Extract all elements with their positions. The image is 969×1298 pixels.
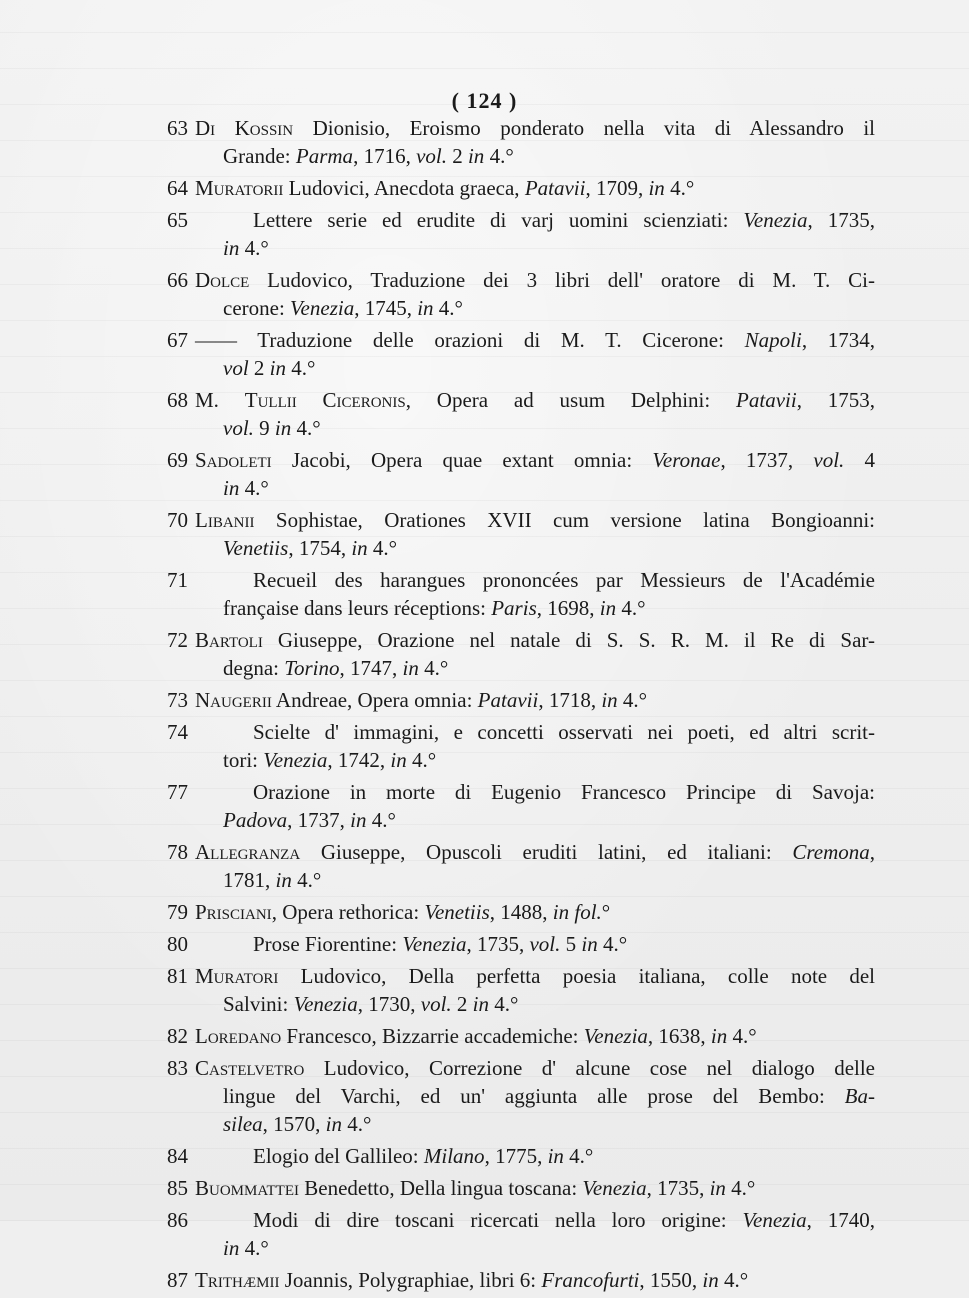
entry-text: , 1570, bbox=[262, 1112, 326, 1136]
author-name: Naugerii bbox=[195, 688, 272, 712]
entry-line bbox=[195, 326, 875, 354]
entry-line bbox=[195, 414, 875, 442]
entry-text: , 1735, bbox=[466, 932, 530, 956]
entry-line bbox=[195, 746, 875, 774]
entry-text: 4.° bbox=[291, 868, 322, 892]
author-name: Sadoleti bbox=[195, 448, 272, 472]
entry-line bbox=[195, 206, 875, 234]
italic-text: Venezia bbox=[293, 992, 358, 1016]
entry-line bbox=[195, 778, 875, 806]
catalogue-entry bbox=[167, 266, 875, 322]
author-name: Muratorii bbox=[195, 176, 284, 200]
author-name: Trithæmii bbox=[195, 1268, 280, 1292]
entry-text: , 1716, bbox=[353, 144, 417, 168]
entry-text: Lettere serie ed erudite di varj uomini scienziati: bbox=[253, 208, 744, 232]
entry-text: 4.° bbox=[342, 1112, 372, 1136]
entry-number: 84 bbox=[167, 1144, 188, 1168]
entry-line bbox=[195, 718, 875, 746]
entry-text: 4.° bbox=[484, 144, 514, 168]
italic-text: vol. bbox=[416, 144, 447, 168]
entry-number: 64 bbox=[167, 176, 188, 200]
entry-text: , 1698, bbox=[536, 596, 600, 620]
entry-line bbox=[195, 234, 875, 262]
entry-line bbox=[195, 1082, 875, 1110]
catalogue-entry bbox=[167, 1266, 875, 1294]
entry-text: 4.° bbox=[664, 176, 695, 200]
entry-text: M. bbox=[195, 388, 245, 412]
catalogue-entries bbox=[167, 114, 876, 1298]
entry-line bbox=[195, 1234, 875, 1262]
italic-text: Venezia bbox=[402, 932, 467, 956]
entry-line bbox=[195, 566, 875, 594]
italic-text: in bbox=[269, 356, 286, 380]
catalogue-entry bbox=[167, 326, 875, 382]
catalogue-entry bbox=[167, 718, 875, 774]
catalogue-entry bbox=[167, 686, 875, 714]
entry-text: 4.° bbox=[366, 808, 396, 832]
entry-text: , 1747, bbox=[339, 656, 403, 680]
entry-text: Jacobi, Opera quae extant omnia: bbox=[271, 448, 653, 472]
entry-text: Recueil des harangues prononcées par Messieurs de l'Académie bbox=[253, 568, 875, 592]
italic-text: Patavii bbox=[477, 688, 539, 712]
entry-number: 71 bbox=[167, 568, 188, 592]
entry-number: 78 bbox=[167, 840, 188, 864]
italic-text: Patavii bbox=[736, 388, 797, 412]
entry-text: 4.° bbox=[418, 656, 449, 680]
entry-text: tori: bbox=[223, 748, 264, 772]
entry-line bbox=[195, 594, 875, 622]
entry-text: , 1488, bbox=[489, 900, 553, 924]
entry-text: 9 bbox=[253, 416, 275, 440]
italic-text: vol. bbox=[813, 448, 845, 472]
italic-text: in bbox=[601, 688, 618, 712]
italic-text: Veronae bbox=[652, 448, 721, 472]
italic-text: in bbox=[223, 1236, 240, 1260]
entry-number: 70 bbox=[167, 508, 188, 532]
entry-text: , 1730, bbox=[357, 992, 421, 1016]
catalogue-entry bbox=[167, 446, 876, 502]
catalogue-entry bbox=[167, 1142, 875, 1170]
entry-text: 4.° bbox=[489, 992, 519, 1016]
italic-text: in bbox=[710, 1024, 728, 1048]
entry-text: Andreae, Opera omnia: bbox=[271, 688, 478, 712]
italic-text: Venetiis bbox=[424, 900, 490, 924]
italic-text: in bbox=[402, 656, 419, 680]
italic-text: silea bbox=[223, 1112, 263, 1136]
author-name: Dolce bbox=[195, 268, 250, 292]
entry-text: Salvini: bbox=[223, 992, 294, 1016]
italic-text: in bbox=[351, 536, 368, 560]
catalogue-entry bbox=[167, 114, 875, 170]
entry-text: , 1753, bbox=[796, 388, 876, 412]
entry-line bbox=[195, 114, 875, 142]
italic-text: in fol. bbox=[552, 900, 602, 924]
italic-text: Parma bbox=[295, 144, 354, 168]
entry-line bbox=[195, 354, 875, 382]
entry-number: 68 bbox=[167, 388, 188, 412]
italic-text: Paris bbox=[491, 596, 537, 620]
italic-text: vol bbox=[223, 356, 249, 380]
author-name: Loredano bbox=[195, 1024, 282, 1048]
entry-text: , 1754, bbox=[288, 536, 352, 560]
entry-text: 4.° bbox=[239, 476, 269, 500]
catalogue-entry bbox=[167, 1174, 875, 1202]
entry-text: , 1709, bbox=[585, 176, 649, 200]
italic-text: Francofurti bbox=[541, 1268, 640, 1292]
entry-line bbox=[195, 930, 875, 958]
catalogue-entry bbox=[167, 962, 875, 1018]
entry-text: 4.° bbox=[367, 536, 398, 560]
entry-text: Dionisio, Eroismo ponderato nella vita di Alessandro il bbox=[293, 116, 875, 140]
entry-number: 67 bbox=[167, 328, 188, 352]
italic-text: in bbox=[390, 748, 407, 772]
entry-text: 4.° bbox=[718, 1268, 749, 1292]
catalogue-entry bbox=[167, 930, 875, 958]
entry-text: —— Traduzione delle orazioni di M. T. Cicerone: bbox=[195, 328, 745, 352]
entry-text: Francesco, Bizzarrie accademiche: bbox=[281, 1024, 584, 1048]
entry-text: cerone: bbox=[223, 296, 291, 320]
entry-text: 4.° bbox=[597, 932, 628, 956]
entry-text: , 1735, bbox=[646, 1176, 710, 1200]
entry-number: 83 bbox=[167, 1056, 188, 1080]
italic-text: Venezia bbox=[290, 296, 355, 320]
entry-text: 4.° bbox=[727, 1024, 757, 1048]
catalogue-entry bbox=[167, 1206, 876, 1262]
italic-text: Venezia bbox=[263, 748, 328, 772]
catalogue-entry bbox=[167, 174, 875, 202]
entry-number: 63 bbox=[167, 116, 188, 140]
italic-text: Patavii bbox=[524, 176, 586, 200]
italic-text: in bbox=[223, 476, 240, 500]
entry-line bbox=[195, 506, 875, 534]
author-name: Bartoli bbox=[195, 628, 263, 652]
catalogue-entry bbox=[167, 626, 875, 682]
entry-text: Orazione in morte di Eugenio Francesco Principe di Savoja: bbox=[253, 780, 875, 804]
entry-text: Modi di dire toscani ricercati nella loro origine: bbox=[253, 1208, 743, 1232]
entry-text: 4.° bbox=[291, 416, 321, 440]
entry-text: Ludovici, Anecdota graeca, bbox=[283, 176, 525, 200]
entry-line bbox=[195, 1110, 875, 1138]
italic-text: Cremona bbox=[792, 840, 870, 864]
catalogue-entry bbox=[167, 386, 876, 442]
italic-text: in bbox=[467, 144, 485, 168]
italic-text: in bbox=[275, 868, 292, 892]
entry-text: , 1737, bbox=[720, 448, 814, 472]
entry-number: 69 bbox=[167, 448, 188, 472]
entry-text: 2 bbox=[451, 992, 473, 1016]
entry-line bbox=[195, 1174, 875, 1202]
entry-line bbox=[195, 1142, 875, 1170]
italic-text: in bbox=[472, 992, 489, 1016]
entry-line bbox=[195, 1266, 875, 1294]
entry-line bbox=[195, 446, 875, 474]
italic-text: in bbox=[648, 176, 665, 200]
entry-text: Giuseppe, Orazione nel natale di S. S. R. M. il Re di Sar- bbox=[262, 628, 875, 652]
entry-line bbox=[195, 1054, 875, 1082]
entry-line bbox=[195, 806, 875, 834]
italic-text: Milano bbox=[423, 1144, 485, 1168]
entry-text: lingue del Varchi, ed un' aggiunta alle prose del Bembo: bbox=[223, 1084, 845, 1108]
entry-text: , 1742, bbox=[327, 748, 391, 772]
entry-number: 77 bbox=[167, 780, 188, 804]
italic-text: Ba- bbox=[844, 1084, 875, 1108]
entry-text: 2 bbox=[248, 356, 270, 380]
catalogue-entry bbox=[167, 898, 875, 926]
entry-text: , 1775, bbox=[484, 1144, 548, 1168]
catalogue-entry bbox=[167, 838, 875, 894]
catalogue-entry bbox=[167, 1022, 875, 1050]
entry-number: 85 bbox=[167, 1176, 188, 1200]
italic-text: vol. bbox=[223, 416, 254, 440]
entry-text: française dans leurs réceptions: bbox=[223, 596, 492, 620]
entry-line bbox=[195, 294, 875, 322]
entry-line bbox=[195, 838, 875, 866]
entry-line bbox=[195, 534, 875, 562]
italic-text: in bbox=[599, 596, 617, 620]
entry-number: 66 bbox=[167, 268, 188, 292]
entry-line bbox=[195, 474, 875, 502]
entry-text: degna: bbox=[223, 656, 285, 680]
entry-text: ° bbox=[601, 900, 611, 924]
entry-text: , 1740, bbox=[806, 1208, 876, 1232]
author-name: Allegranza bbox=[195, 840, 301, 864]
entry-text: Giuseppe, Opuscoli eruditi latini, ed italiani: bbox=[300, 840, 793, 864]
italic-text: in bbox=[274, 416, 292, 440]
entry-line bbox=[195, 386, 875, 414]
italic-text: Napoli bbox=[744, 328, 802, 352]
entry-line bbox=[195, 898, 875, 926]
italic-text: Venezia bbox=[743, 208, 808, 232]
entry-text: Scielte d' immagini, e concetti osservati nei poeti, ed altri scrit- bbox=[253, 720, 875, 744]
entry-text: 5 bbox=[560, 932, 582, 956]
entry-text: Sophistae, Orationes XVII cum versione latina Bongioanni: bbox=[254, 508, 875, 532]
entry-line bbox=[195, 962, 875, 990]
entry-text: 1781, bbox=[223, 868, 276, 892]
author-name: Prisciani bbox=[195, 900, 272, 924]
entry-text: Ludovico, Correzione d' alcune cose nel dialogo delle bbox=[304, 1056, 875, 1080]
entry-line bbox=[195, 866, 875, 894]
entry-text: 4.° bbox=[286, 356, 316, 380]
entry-text: Prose Fiorentine: bbox=[253, 932, 403, 956]
author-name: Castelvetro bbox=[195, 1056, 305, 1080]
author-name: Di Kossin bbox=[195, 116, 294, 140]
entry-text: 4.° bbox=[725, 1176, 756, 1200]
author-name: Buommattei bbox=[195, 1176, 299, 1200]
entry-number: 73 bbox=[167, 688, 188, 712]
catalogue-entry bbox=[167, 506, 875, 562]
catalogue-entry bbox=[167, 206, 875, 262]
catalogue-entry bbox=[167, 1054, 875, 1138]
italic-text: Venezia bbox=[583, 1024, 648, 1048]
entry-line bbox=[195, 654, 875, 682]
entry-text: Ludovico, Traduzione dei 3 libri dell' oratore di M. T. Ci- bbox=[249, 268, 875, 292]
entry-text: 4 bbox=[844, 448, 876, 472]
italic-text: in bbox=[223, 236, 240, 260]
entry-line bbox=[195, 266, 875, 294]
entry-text: 4.° bbox=[239, 1236, 269, 1260]
entry-text: , 1735, bbox=[807, 208, 875, 232]
entry-text: , Opera rethorica: bbox=[271, 900, 425, 924]
italic-text: Venezia bbox=[582, 1176, 647, 1200]
entry-text: , 1718, bbox=[538, 688, 602, 712]
entry-text: , 1550, bbox=[639, 1268, 703, 1292]
entry-text: 4.° bbox=[617, 688, 648, 712]
italic-text: in bbox=[702, 1268, 719, 1292]
entry-text: 4.° bbox=[239, 236, 269, 260]
entry-text: , 1734, bbox=[801, 328, 875, 352]
entry-number: 86 bbox=[167, 1208, 188, 1232]
entry-number: 72 bbox=[167, 628, 188, 652]
entry-number: 79 bbox=[167, 900, 188, 924]
italic-text: in bbox=[581, 932, 598, 956]
entry-number: 74 bbox=[167, 720, 188, 744]
author-name: Tullii Ciceronis bbox=[244, 388, 406, 412]
entry-line bbox=[195, 1206, 875, 1234]
entry-text: Grande: bbox=[223, 144, 296, 168]
entry-text: 2 bbox=[446, 144, 468, 168]
catalogue-entry bbox=[167, 566, 875, 622]
italic-text: vol. bbox=[420, 992, 452, 1016]
entry-text: , Opera ad usum Delphini: bbox=[405, 388, 737, 412]
entry-text: , 1745, bbox=[354, 296, 418, 320]
entry-line bbox=[195, 990, 875, 1018]
entry-line bbox=[195, 142, 875, 170]
italic-text: vol. bbox=[529, 932, 561, 956]
entry-number: 81 bbox=[167, 964, 188, 988]
entry-text: , 1737, bbox=[287, 808, 351, 832]
entry-number: 87 bbox=[167, 1268, 188, 1292]
entry-number: 80 bbox=[167, 932, 188, 956]
italic-text: in bbox=[350, 808, 367, 832]
entry-text: 4.° bbox=[406, 748, 437, 772]
italic-text: in bbox=[417, 296, 434, 320]
entry-text: Joannis, Polygraphiae, libri 6: bbox=[279, 1268, 542, 1292]
page-number: ( 124 ) bbox=[451, 88, 518, 113]
entry-text: Benedetto, Della lingua toscana: bbox=[299, 1176, 583, 1200]
italic-text: in bbox=[547, 1144, 564, 1168]
entry-number: 65 bbox=[167, 208, 188, 232]
entry-line bbox=[195, 626, 875, 654]
italic-text: in bbox=[709, 1176, 726, 1200]
entry-line bbox=[195, 1022, 875, 1050]
entry-number: 82 bbox=[167, 1024, 188, 1048]
entry-line bbox=[195, 174, 875, 202]
entry-text: Ludovico, Della perfetta poesia italiana, colle note del bbox=[278, 964, 875, 988]
entry-text: , bbox=[869, 840, 875, 864]
entry-text: 4.° bbox=[563, 1144, 594, 1168]
italic-text: Torino bbox=[284, 656, 340, 680]
italic-text: Venezia bbox=[742, 1208, 807, 1232]
entry-text: 4.° bbox=[616, 596, 646, 620]
author-name: Libanii bbox=[195, 508, 255, 532]
entry-text: , 1638, bbox=[647, 1024, 711, 1048]
catalogue-entry bbox=[167, 778, 875, 834]
italic-text: in bbox=[325, 1112, 343, 1136]
entry-line bbox=[195, 686, 875, 714]
author-name: Muratori bbox=[195, 964, 279, 988]
entry-text: Elogio del Gallileo: bbox=[253, 1144, 424, 1168]
italic-text: Padova bbox=[223, 808, 288, 832]
italic-text: Venetiis bbox=[223, 536, 289, 560]
entry-text: 4.° bbox=[433, 296, 463, 320]
